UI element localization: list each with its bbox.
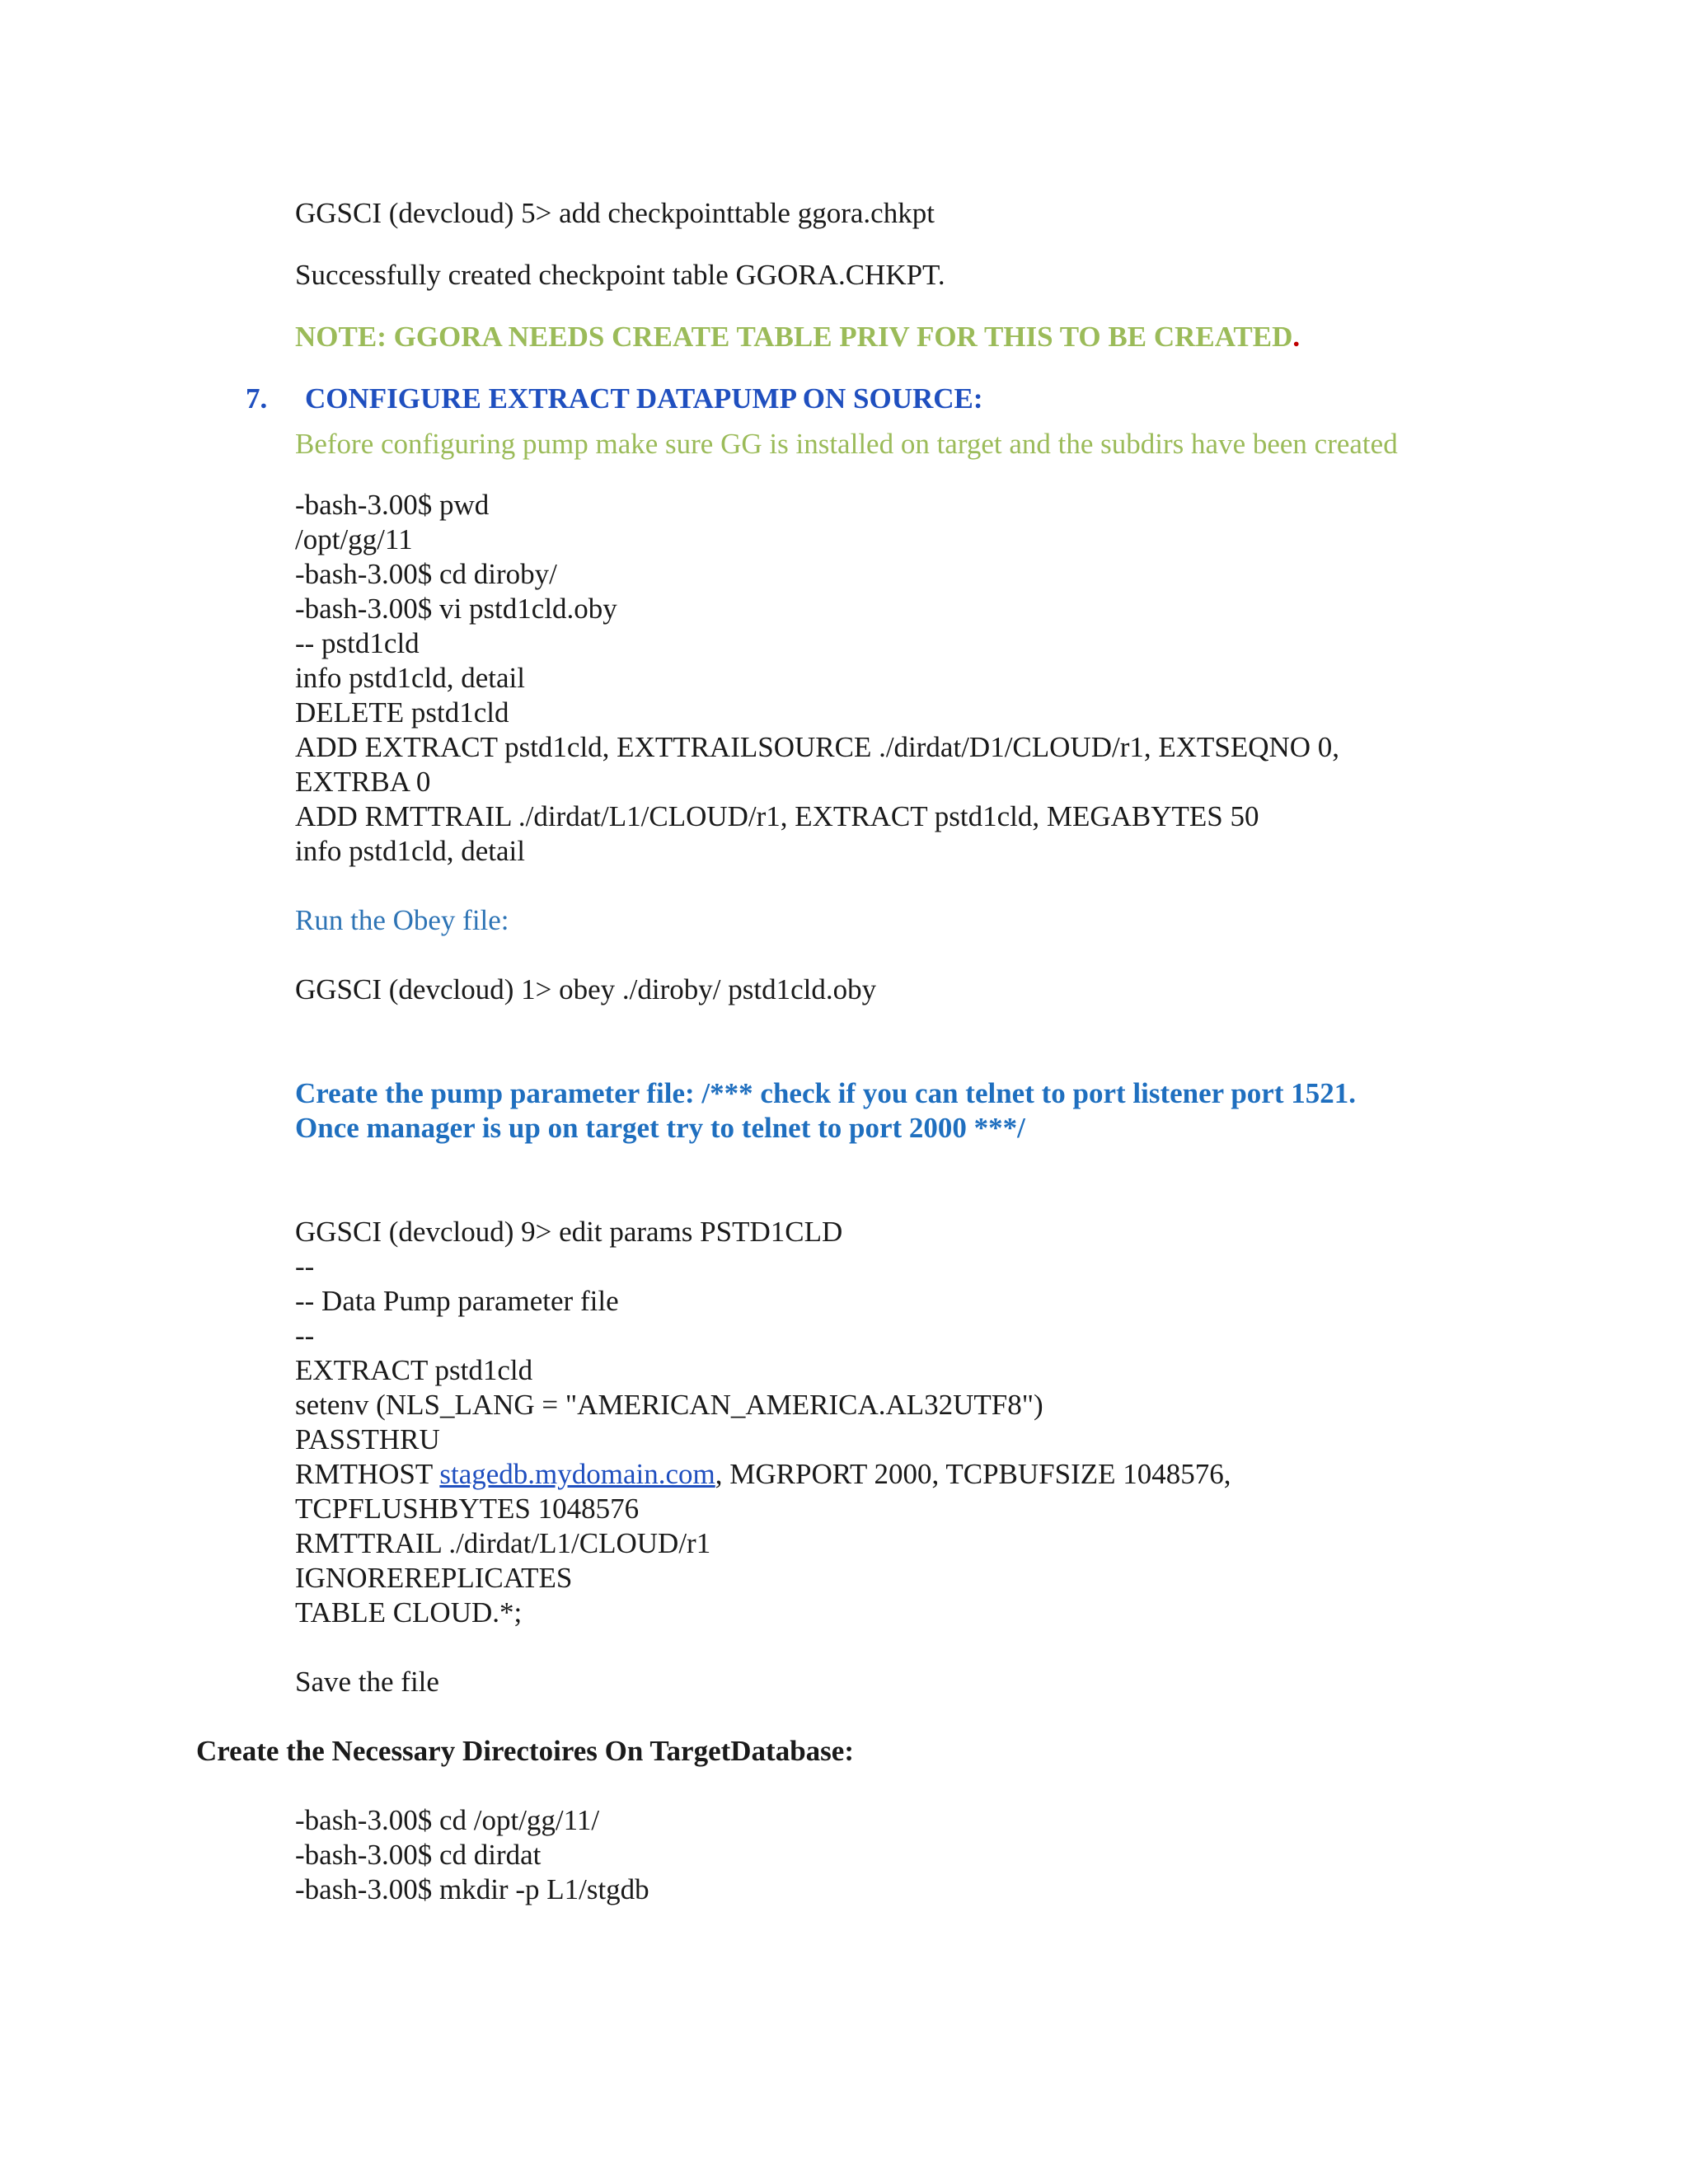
note-text: NOTE: GGORA NEEDS CREATE TABLE PRIV FOR THIS TO BE CREATED (295, 321, 1293, 353)
step-heading: CONFIGURE EXTRACT DATAPUMP ON SOURCE: (305, 382, 983, 415)
note-period: . (1292, 321, 1301, 353)
param-line: RMTTRAIL ./dirdat/L1/CLOUD/r1 (295, 1527, 711, 1559)
code-line: -bash-3.00$ mkdir -p L1/stgdb (295, 1873, 649, 1905)
param-line: -- (295, 1250, 315, 1282)
pump-instruction-line: Once manager is up on target try to telnet to port 2000 ***/ (295, 1112, 1025, 1144)
param-line (295, 1457, 1231, 1492)
code-line: -- pstd1cld (295, 627, 420, 659)
code-line: EXTRBA 0 (295, 766, 431, 798)
code-line: ADD EXTRACT pstd1cld, EXTTRAILSOURCE ./dirdat/D1/CLOUD/r1, EXTSEQNO 0, (295, 731, 1340, 763)
rmthost-options: , MGRPORT 2000, TCPBUFSIZE 1048576, (715, 1458, 1231, 1490)
code-line: DELETE pstd1cld (295, 696, 509, 729)
obey-command: GGSCI (devcloud) 1> obey ./diroby/ pstd1cld.oby (295, 973, 877, 1005)
section-heading: Create the Necessary Directoires On TargetDatabase: (196, 1735, 854, 1767)
command-line: GGSCI (devcloud) 5> add checkpointtable ggora.chkpt (295, 197, 935, 229)
param-line: -- (295, 1319, 315, 1352)
output-line: Successfully created checkpoint table GGORA.CHKPT. (295, 259, 945, 291)
code-line: -bash-3.00$ cd dirdat (295, 1839, 542, 1871)
code-line: -bash-3.00$ cd diroby/ (295, 558, 557, 590)
param-line: GGSCI (devcloud) 9> edit params PSTD1CLD (295, 1216, 843, 1248)
code-line: -bash-3.00$ cd /opt/gg/11/ (295, 1804, 600, 1836)
code-line: /opt/gg/11 (295, 523, 413, 555)
prerequisite-note: Before configuring pump make sure GG is installed on target and the subdirs have been created (295, 428, 1398, 460)
step-number: 7. (246, 382, 268, 415)
rmthost-keyword: RMTHOST (295, 1458, 440, 1490)
run-obey-label: Run the Obey file: (295, 904, 509, 936)
param-line: TABLE CLOUD.*; (295, 1596, 523, 1629)
param-line: setenv (NLS_LANG = "AMERICAN_AMERICA.AL32UTF8") (295, 1389, 1043, 1421)
code-line: -bash-3.00$ pwd (295, 489, 490, 521)
note-line (295, 320, 1300, 354)
save-instruction: Save the file (295, 1666, 439, 1698)
param-line: PASSTHRU (295, 1423, 440, 1455)
param-line: -- Data Pump parameter file (295, 1285, 619, 1317)
code-line: ADD RMTTRAIL ./dirdat/L1/CLOUD/r1, EXTRACT pstd1cld, MEGABYTES 50 (295, 800, 1259, 832)
code-line: info pstd1cld, detail (295, 835, 525, 867)
param-line: TCPFLUSHBYTES 1048576 (295, 1493, 640, 1525)
pump-instruction-line: Create the pump parameter file: /*** check if you can telnet to port listener port 1521. (295, 1077, 1356, 1109)
param-line: EXTRACT pstd1cld (295, 1354, 533, 1386)
rmthost-link[interactable]: stagedb.mydomain.com (439, 1458, 715, 1490)
code-line: info pstd1cld, detail (295, 662, 525, 694)
param-line: IGNOREREPLICATES (295, 1562, 573, 1594)
code-line: -bash-3.00$ vi pstd1cld.oby (295, 593, 617, 625)
